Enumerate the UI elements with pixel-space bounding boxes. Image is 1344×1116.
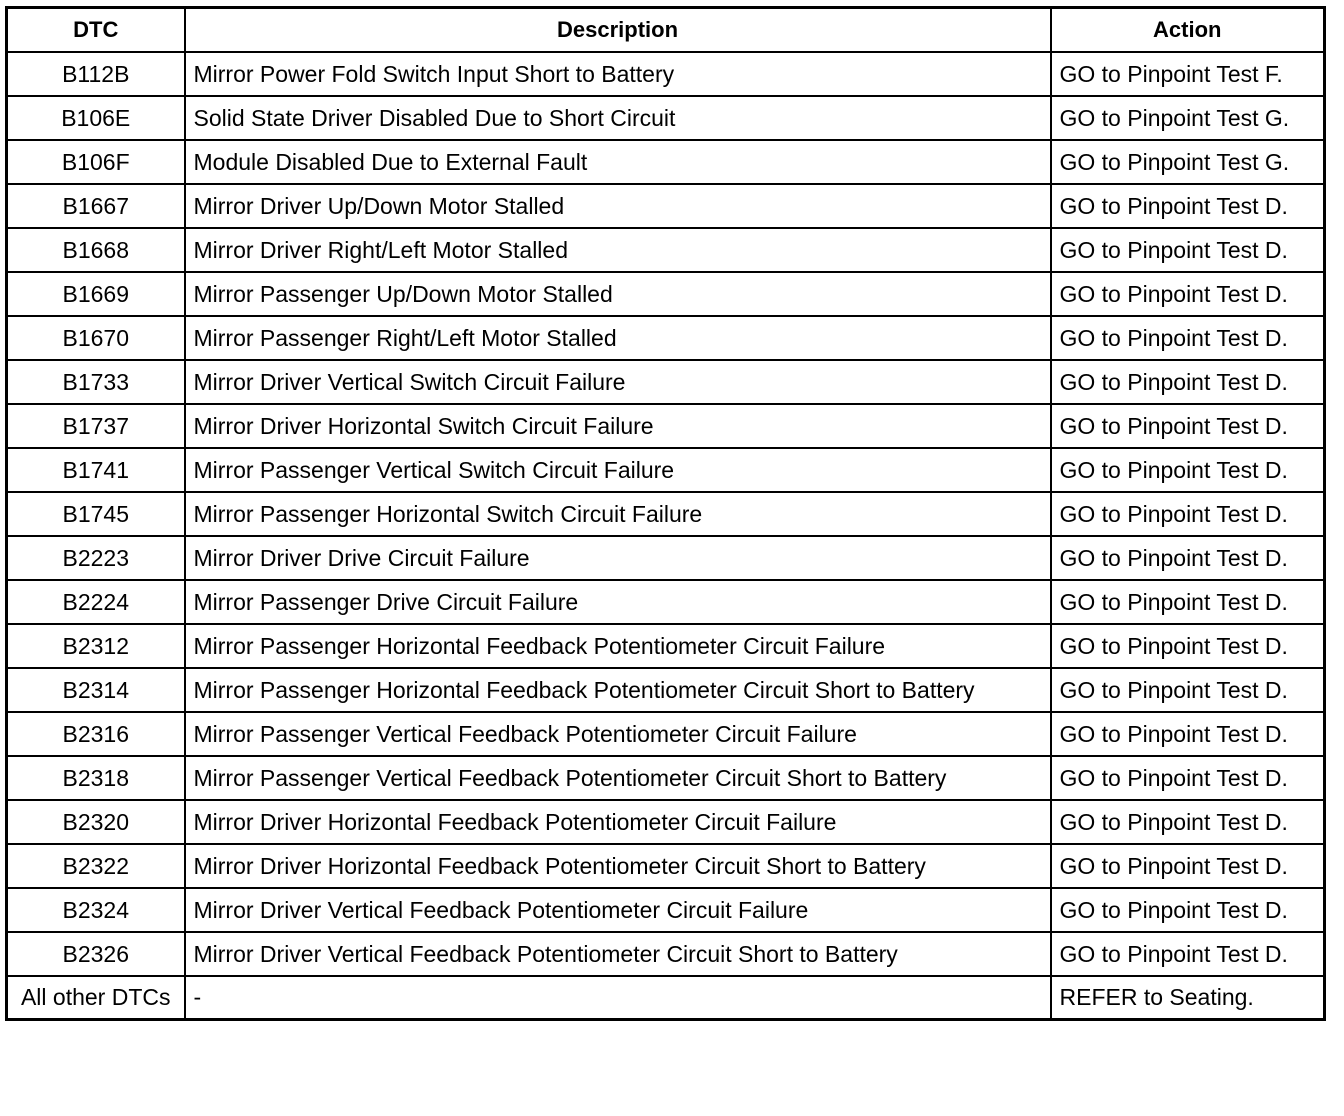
action-cell: GO to Pinpoint Test D. bbox=[1051, 316, 1325, 360]
description-cell: Mirror Driver Drive Circuit Failure bbox=[185, 536, 1051, 580]
header-row bbox=[7, 8, 1325, 52]
description-cell: Mirror Passenger Horizontal Switch Circuit Failure bbox=[185, 492, 1051, 536]
dtc-code-cell: B112B bbox=[7, 52, 185, 96]
table-row bbox=[7, 712, 1325, 756]
action-cell: GO to Pinpoint Test F. bbox=[1051, 52, 1325, 96]
description-cell: Mirror Driver Vertical Switch Circuit Failure bbox=[185, 360, 1051, 404]
action-cell: GO to Pinpoint Test G. bbox=[1051, 96, 1325, 140]
description-cell: Mirror Driver Horizontal Switch Circuit Failure bbox=[185, 404, 1051, 448]
description-cell: Mirror Driver Up/Down Motor Stalled bbox=[185, 184, 1051, 228]
dtc-code-cell: B1733 bbox=[7, 360, 185, 404]
dtc-table bbox=[5, 6, 1326, 1021]
dtc-code-cell: B1669 bbox=[7, 272, 185, 316]
table-row bbox=[7, 360, 1325, 404]
dtc-code-cell: B2322 bbox=[7, 844, 185, 888]
description-cell: Solid State Driver Disabled Due to Short Circuit bbox=[185, 96, 1051, 140]
dtc-code-cell: B2320 bbox=[7, 800, 185, 844]
table-row bbox=[7, 624, 1325, 668]
dtc-code-cell: B1745 bbox=[7, 492, 185, 536]
dtc-code-cell: B106E bbox=[7, 96, 185, 140]
action-cell: GO to Pinpoint Test D. bbox=[1051, 228, 1325, 272]
table-row bbox=[7, 580, 1325, 624]
action-cell: GO to Pinpoint Test G. bbox=[1051, 140, 1325, 184]
action-cell: GO to Pinpoint Test D. bbox=[1051, 184, 1325, 228]
table-row bbox=[7, 96, 1325, 140]
description-cell: Mirror Passenger Horizontal Feedback Potentiometer Circuit Failure bbox=[185, 624, 1051, 668]
dtc-code-cell: B1667 bbox=[7, 184, 185, 228]
table-body bbox=[7, 52, 1325, 1020]
action-cell: GO to Pinpoint Test D. bbox=[1051, 448, 1325, 492]
dtc-code-cell: B2223 bbox=[7, 536, 185, 580]
table-row bbox=[7, 316, 1325, 360]
header-description: Description bbox=[185, 8, 1051, 52]
dtc-code-cell: B2314 bbox=[7, 668, 185, 712]
table-row bbox=[7, 140, 1325, 184]
description-cell: Mirror Passenger Vertical Feedback Potentiometer Circuit Failure bbox=[185, 712, 1051, 756]
description-cell: Mirror Passenger Up/Down Motor Stalled bbox=[185, 272, 1051, 316]
action-cell: GO to Pinpoint Test D. bbox=[1051, 844, 1325, 888]
table-row bbox=[7, 448, 1325, 492]
description-cell: Module Disabled Due to External Fault bbox=[185, 140, 1051, 184]
description-cell: Mirror Driver Right/Left Motor Stalled bbox=[185, 228, 1051, 272]
header-dtc: DTC bbox=[7, 8, 185, 52]
dtc-code-cell: All other DTCs bbox=[7, 976, 185, 1020]
description-cell: Mirror Driver Vertical Feedback Potentiometer Circuit Short to Battery bbox=[185, 932, 1051, 976]
action-cell: GO to Pinpoint Test D. bbox=[1051, 668, 1325, 712]
description-cell: Mirror Passenger Drive Circuit Failure bbox=[185, 580, 1051, 624]
description-cell: Mirror Passenger Vertical Switch Circuit Failure bbox=[185, 448, 1051, 492]
dtc-code-cell: B2324 bbox=[7, 888, 185, 932]
dtc-code-cell: B1670 bbox=[7, 316, 185, 360]
action-cell: GO to Pinpoint Test D. bbox=[1051, 624, 1325, 668]
action-cell: GO to Pinpoint Test D. bbox=[1051, 888, 1325, 932]
description-cell: Mirror Passenger Right/Left Motor Stalled bbox=[185, 316, 1051, 360]
table-row bbox=[7, 52, 1325, 96]
table-row bbox=[7, 932, 1325, 976]
description-cell: - bbox=[185, 976, 1051, 1020]
dtc-code-cell: B1741 bbox=[7, 448, 185, 492]
description-cell: Mirror Power Fold Switch Input Short to Battery bbox=[185, 52, 1051, 96]
dtc-code-cell: B1737 bbox=[7, 404, 185, 448]
dtc-code-cell: B2318 bbox=[7, 756, 185, 800]
action-cell: GO to Pinpoint Test D. bbox=[1051, 712, 1325, 756]
action-cell: GO to Pinpoint Test D. bbox=[1051, 492, 1325, 536]
table-row bbox=[7, 844, 1325, 888]
action-cell: GO to Pinpoint Test D. bbox=[1051, 580, 1325, 624]
table-row bbox=[7, 536, 1325, 580]
table-row bbox=[7, 756, 1325, 800]
action-cell: GO to Pinpoint Test D. bbox=[1051, 800, 1325, 844]
action-cell: GO to Pinpoint Test D. bbox=[1051, 536, 1325, 580]
action-cell: GO to Pinpoint Test D. bbox=[1051, 360, 1325, 404]
action-cell: GO to Pinpoint Test D. bbox=[1051, 404, 1325, 448]
header-action: Action bbox=[1051, 8, 1325, 52]
dtc-code-cell: B2224 bbox=[7, 580, 185, 624]
table-row bbox=[7, 800, 1325, 844]
dtc-code-cell: B2312 bbox=[7, 624, 185, 668]
description-cell: Mirror Passenger Vertical Feedback Potentiometer Circuit Short to Battery bbox=[185, 756, 1051, 800]
description-cell: Mirror Driver Vertical Feedback Potentiometer Circuit Failure bbox=[185, 888, 1051, 932]
table-row bbox=[7, 492, 1325, 536]
table-row bbox=[7, 228, 1325, 272]
dtc-code-cell: B106F bbox=[7, 140, 185, 184]
action-cell: GO to Pinpoint Test D. bbox=[1051, 756, 1325, 800]
dtc-code-cell: B2316 bbox=[7, 712, 185, 756]
dtc-code-cell: B2326 bbox=[7, 932, 185, 976]
table-row bbox=[7, 888, 1325, 932]
table-row bbox=[7, 976, 1325, 1020]
table-row bbox=[7, 404, 1325, 448]
description-cell: Mirror Driver Horizontal Feedback Potentiometer Circuit Failure bbox=[185, 800, 1051, 844]
table-row bbox=[7, 272, 1325, 316]
description-cell: Mirror Passenger Horizontal Feedback Potentiometer Circuit Short to Battery bbox=[185, 668, 1051, 712]
action-cell: REFER to Seating. bbox=[1051, 976, 1325, 1020]
table-row bbox=[7, 668, 1325, 712]
description-cell: Mirror Driver Horizontal Feedback Potentiometer Circuit Short to Battery bbox=[185, 844, 1051, 888]
dtc-code-cell: B1668 bbox=[7, 228, 185, 272]
table-row bbox=[7, 184, 1325, 228]
action-cell: GO to Pinpoint Test D. bbox=[1051, 272, 1325, 316]
action-cell: GO to Pinpoint Test D. bbox=[1051, 932, 1325, 976]
